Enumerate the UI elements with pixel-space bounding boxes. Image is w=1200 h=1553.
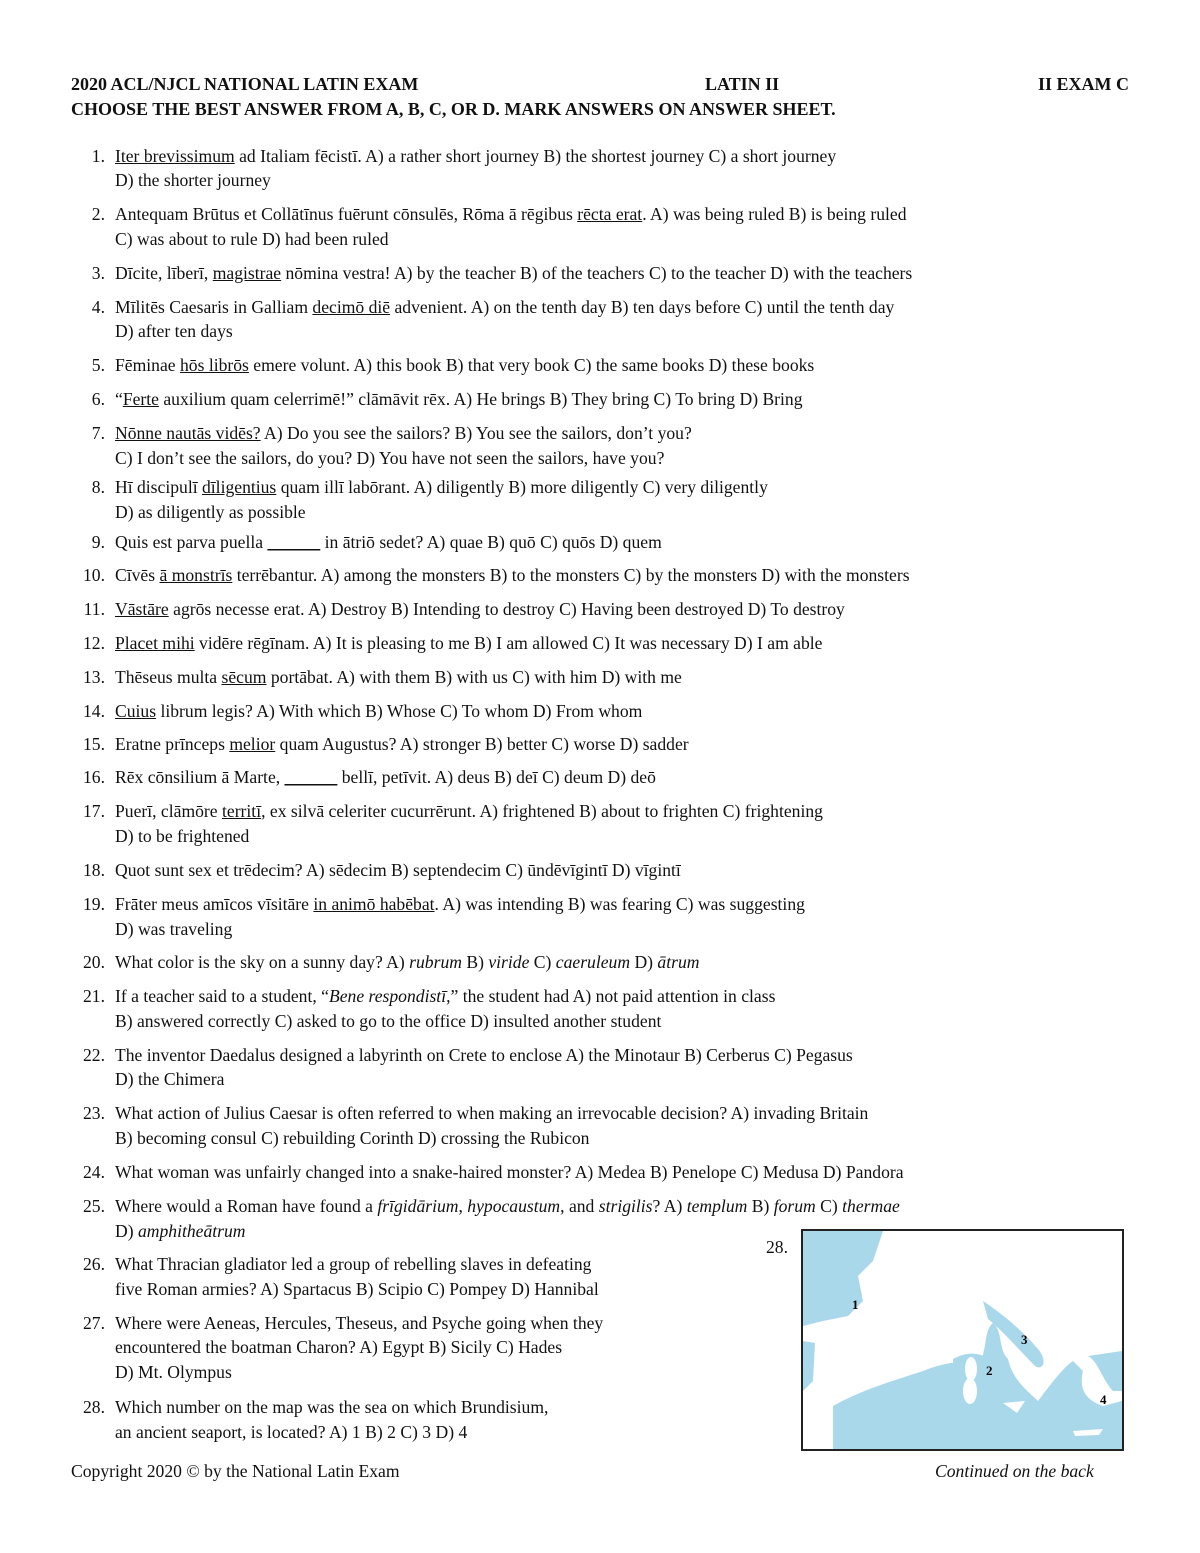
question-text: ad Italiam fēcistī. A) a rather short journey B) the shortest journey C) a short journey	[234, 146, 837, 166]
question-number: 14.	[83, 701, 105, 721]
question-number: 11.	[83, 599, 105, 619]
underlined-phrase: in animō habēbat	[313, 894, 435, 914]
question-number: 4.	[91, 297, 105, 317]
question-text: . A) was intending B) was fearing C) was suggesting	[434, 894, 805, 914]
latin-term: hypocaustum	[467, 1196, 561, 1216]
answer-b: viride	[488, 952, 530, 972]
question-text: Which number on the map was the sea on which Brundisium,	[115, 1397, 549, 1417]
question-number: 18.	[83, 860, 105, 880]
question-number: 6.	[91, 389, 105, 409]
question-number: 26.	[83, 1254, 105, 1274]
answer-d: ātrum	[657, 952, 700, 972]
option-letter: D)	[630, 952, 658, 972]
question-text: nōmina vestra! A) by the teacher B) of the teachers C) to the teacher D) with the teachers	[281, 263, 913, 283]
underlined-phrase: Nōnne nautās vidēs?	[115, 423, 261, 443]
question-number: 22.	[83, 1045, 105, 1065]
sardinia-island	[963, 1378, 977, 1404]
question-17-line-2	[115, 826, 249, 847]
question-28-line-2	[115, 1422, 467, 1443]
question-text: D) Mt. Olympus	[115, 1362, 232, 1382]
exam-title: 2020 ACL/NJCL NATIONAL LATIN EXAM	[71, 74, 419, 94]
question-text: What woman was unfairly changed into a snake-haired monster? A) Medea B) Penelope C) Medusa D) Pandora	[115, 1162, 904, 1182]
latin-term: frīgidārium	[377, 1196, 459, 1216]
question-number: 16.	[83, 767, 105, 787]
question-text: . A) was being ruled B) is being ruled	[642, 204, 907, 224]
question-10-line-1	[71, 565, 910, 586]
question-7-line-2	[115, 448, 664, 469]
question-number: 27.	[83, 1313, 105, 1333]
question-text: If a teacher said to a student, “	[115, 986, 329, 1006]
answer-c: thermae	[842, 1196, 900, 1216]
question-text: Hī discipulī	[115, 477, 202, 497]
question-text: D) as diligently as possible	[115, 502, 306, 522]
question-number: 23.	[83, 1103, 105, 1123]
question-number: 9.	[91, 532, 105, 552]
question-1-line-2	[115, 170, 271, 191]
question-text: D) the Chimera	[115, 1069, 225, 1089]
question-number: 7.	[91, 423, 105, 443]
underlined-phrase: sēcum	[221, 667, 267, 687]
question-text: vidēre rēgīnam. A) It is pleasing to me B) I am allowed C) It was necessary D) I am able	[194, 633, 823, 653]
question-number: 10.	[83, 565, 105, 585]
question-number: 21.	[83, 986, 105, 1006]
question-text: ” the student had A) not paid attention in class	[450, 986, 776, 1006]
question-text: Where would a Roman have found a	[115, 1196, 378, 1216]
text-run: ,	[458, 1196, 468, 1216]
underlined-phrase: dīligentius	[202, 477, 277, 497]
question-22-line-1	[71, 1045, 853, 1066]
question-6-line-1	[71, 389, 803, 410]
option-letter: C)	[815, 1196, 843, 1216]
text-run: , and	[560, 1196, 599, 1216]
question-9-line-1	[71, 532, 662, 553]
option-letter: B)	[461, 952, 489, 972]
question-2-line-2	[115, 229, 389, 250]
question-number: 28.	[83, 1397, 105, 1417]
question-1-line-1	[71, 146, 836, 167]
continued-note: Continued on the back	[935, 1461, 1094, 1481]
question-text: A) Do you see the sailors? B) You see the sailors, don’t you?	[260, 423, 692, 443]
underlined-phrase: decimō diē	[312, 297, 391, 317]
question-text: C) I don’t see the sailors, do you? D) You have not seen the sailors, have you?	[115, 448, 665, 468]
question-text: Rēx cōnsilium ā Marte,	[115, 767, 285, 787]
underlined-phrase: hōs librōs	[179, 355, 249, 375]
question-text: Eratne prīnceps	[115, 734, 230, 754]
underlined-phrase: Bene respondistī,	[328, 986, 451, 1006]
question-27-line-2	[115, 1337, 562, 1358]
answer-d: amphitheātrum	[137, 1221, 246, 1241]
option-letter: B)	[747, 1196, 774, 1216]
map-marker-2: 2	[986, 1363, 993, 1378]
underlined-phrase: Iter brevissimum	[115, 146, 235, 166]
underlined-phrase: Placet mihi	[115, 633, 195, 653]
question-25-line-1	[71, 1196, 900, 1217]
underlined-phrase: ______	[284, 767, 338, 787]
question-28-line-1	[71, 1397, 548, 1418]
question-7-line-1	[71, 423, 692, 444]
question-8-line-2	[115, 502, 306, 523]
underlined-phrase: Ferte	[122, 389, 159, 409]
question-4-line-1	[71, 297, 894, 318]
map-image	[803, 1231, 1122, 1449]
question-18-line-1	[71, 860, 681, 881]
question-number: 1.	[91, 146, 105, 166]
question-text: What Thracian gladiator led a group of rebelling slaves in defeating	[115, 1254, 592, 1274]
instructions: CHOOSE THE BEST ANSWER FROM A, B, C, OR D. MARK ANSWERS ON ANSWER SHEET.	[71, 99, 836, 119]
question-text: Frāter meus amīcos vīsitāre	[115, 894, 314, 914]
question-text: in ātriō sedet? A) quae B) quō C) quōs D) quem	[320, 532, 662, 552]
question-number: 19.	[83, 894, 105, 914]
exam-header	[71, 74, 1129, 95]
question-number: 24.	[83, 1162, 105, 1182]
question-3-line-1	[71, 263, 912, 284]
exam-level: LATIN II	[705, 74, 780, 94]
question-text: Where were Aeneas, Hercules, Theseus, and Psyche going when they	[115, 1313, 604, 1333]
question-26-line-2	[115, 1279, 599, 1300]
question-2-line-1	[71, 204, 907, 225]
question-26-line-1	[71, 1254, 591, 1275]
question-text: B) becoming consul C) rebuilding Corinth D) crossing the Rubicon	[115, 1128, 590, 1148]
question-text: emere volunt. A) this book B) that very book C) the same books D) these books	[248, 355, 815, 375]
map-marker-4: 4	[1100, 1392, 1107, 1407]
question-number: 12.	[83, 633, 105, 653]
underlined-phrase: rēcta erat	[577, 204, 643, 224]
question-27-line-1	[71, 1313, 603, 1334]
option-letter: D)	[115, 1221, 138, 1241]
question-text: , ex silvā celeriter cucurrērunt. A) frightened B) about to frighten C) frightening	[261, 801, 823, 821]
question-25-line-2	[115, 1221, 245, 1242]
question-11-line-1	[71, 599, 845, 620]
question-text: D) the shorter journey	[115, 170, 271, 190]
question-text: What color is the sky on a sunny day? A)	[115, 952, 410, 972]
question-14-line-1	[71, 701, 642, 722]
answer-a: templum	[686, 1196, 748, 1216]
question-text: Quot sunt sex et trēdecim? A) sēdecim B) septendecim C) ūndēvīgintī D) vīgintī	[115, 860, 681, 880]
underlined-phrase: Vāstāre	[115, 599, 169, 619]
question-text: The inventor Daedalus designed a labyrinth on Crete to enclose A) the Minotaur B) Cerberus C) Pegasus	[115, 1045, 853, 1065]
corsica-island	[965, 1357, 977, 1381]
question-number: 3.	[91, 263, 105, 283]
copyright: Copyright 2020 © by the National Latin Exam	[71, 1461, 400, 1481]
question-text: B) answered correctly C) asked to go to the office D) insulted another student	[115, 1011, 662, 1031]
answer-c: caeruleum	[555, 952, 631, 972]
question-text: encountered the boatman Charon? A) Egypt B) Sicily C) Hades	[115, 1337, 563, 1357]
answer-a: rubrum	[409, 952, 462, 972]
question-22-line-2	[115, 1069, 224, 1090]
question-text: D) to be frightened	[115, 826, 250, 846]
question-text: bellī, petīvit. A) deus B) deī C) deum D) deō	[337, 767, 656, 787]
underlined-phrase: ā monstrīs	[159, 565, 233, 585]
question-4-line-2	[115, 321, 233, 342]
question-number: 2.	[91, 204, 105, 224]
question-text: Puerī, clāmōre	[115, 801, 222, 821]
question-text: What action of Julius Caesar is often referred to when making an irrevocable decision? A) invading Britain	[115, 1103, 869, 1123]
question-text: librum legis? A) With which B) Whose C) To whom D) From whom	[156, 701, 643, 721]
question-text: an ancient seaport, is located? A) 1 B) 2 C) 3 D) 4	[115, 1422, 468, 1442]
question-text: Mīlitēs Caesaris in Galliam	[115, 297, 313, 317]
option-letter: C)	[529, 952, 556, 972]
question-19-line-2	[115, 919, 232, 940]
question-16-line-1	[71, 767, 656, 788]
underlined-phrase: Cuius	[115, 701, 157, 721]
question-text: auxilium quam celerrimē!” clāmāvit rēx. A) He brings B) They bring C) To bring D) Bring	[158, 389, 803, 409]
latin-term: strigilis	[598, 1196, 653, 1216]
question-21-line-1	[71, 986, 775, 1007]
question-number: 25.	[83, 1196, 105, 1216]
question-text: Cīvēs	[115, 565, 160, 585]
question-number: 8.	[91, 477, 105, 497]
question-text: Quis est parva puella	[115, 532, 268, 552]
question-17-line-1	[71, 801, 823, 822]
underlined-phrase: melior	[229, 734, 276, 754]
question-23-line-2	[115, 1128, 589, 1149]
underlined-phrase: ______	[267, 532, 321, 552]
question-text: D) after ten days	[115, 321, 233, 341]
question-number: 13.	[83, 667, 105, 687]
question-text: advenient. A) on the tenth day B) ten days before C) until the tenth day	[390, 297, 895, 317]
question-text: terrēbantur. A) among the monsters B) to the monsters C) by the monsters D) with the monsters	[232, 565, 910, 585]
question-number: 17.	[83, 801, 105, 821]
answer-b: forum	[773, 1196, 816, 1216]
question-text: Thēseus multa	[115, 667, 222, 687]
underlined-phrase: territī	[222, 801, 262, 821]
question-text: five Roman armies? A) Spartacus B) Scipio C) Pompey D) Hannibal	[115, 1279, 599, 1299]
question-8-line-1	[71, 477, 768, 498]
question-number: 20.	[83, 952, 105, 972]
question-21-line-2	[115, 1011, 661, 1032]
question-15-line-1	[71, 734, 689, 755]
question-text: portābat. A) with them B) with us C) with him D) with me	[266, 667, 682, 687]
question-5-line-1	[71, 355, 814, 376]
question-23-line-1	[71, 1103, 868, 1124]
question-text: agrōs necesse erat. A) Destroy B) Intending to destroy C) Having been destroyed D) To destroy	[168, 599, 845, 619]
map-marker-3: 3	[1021, 1332, 1028, 1347]
question-number: 15.	[83, 734, 105, 754]
map-label: 28.	[766, 1237, 788, 1257]
question-text: Fēminae	[115, 355, 180, 375]
question-text: C) was about to rule D) had been ruled	[115, 229, 389, 249]
question-number: 5.	[91, 355, 105, 375]
question-24-line-1	[71, 1162, 904, 1183]
map-marker-1: 1	[852, 1297, 859, 1312]
question-19-line-1	[71, 894, 805, 915]
question-12-line-1	[71, 633, 822, 654]
question-20-line-1	[71, 952, 699, 973]
question-text: D) was traveling	[115, 919, 233, 939]
question-text: “	[115, 389, 123, 409]
exam-code: II EXAM C	[1037, 74, 1129, 94]
question-13-line-1	[71, 667, 682, 688]
question-27-line-3	[115, 1362, 232, 1383]
question-text: Antequam Brūtus et Collātīnus fuērunt cōnsulēs, Rōma ā rēgibus	[115, 204, 578, 224]
question-text: Dīcite, līberī,	[115, 263, 213, 283]
question-text: quam Augustus? A) stronger B) better C) worse D) sadder	[275, 734, 689, 754]
text-run: ? A)	[652, 1196, 687, 1216]
question-text: quam illī labōrant. A) diligently B) more diligently C) very diligently	[276, 477, 768, 497]
mediterranean-map	[801, 1229, 1124, 1451]
underlined-phrase: magistrae	[212, 263, 282, 283]
